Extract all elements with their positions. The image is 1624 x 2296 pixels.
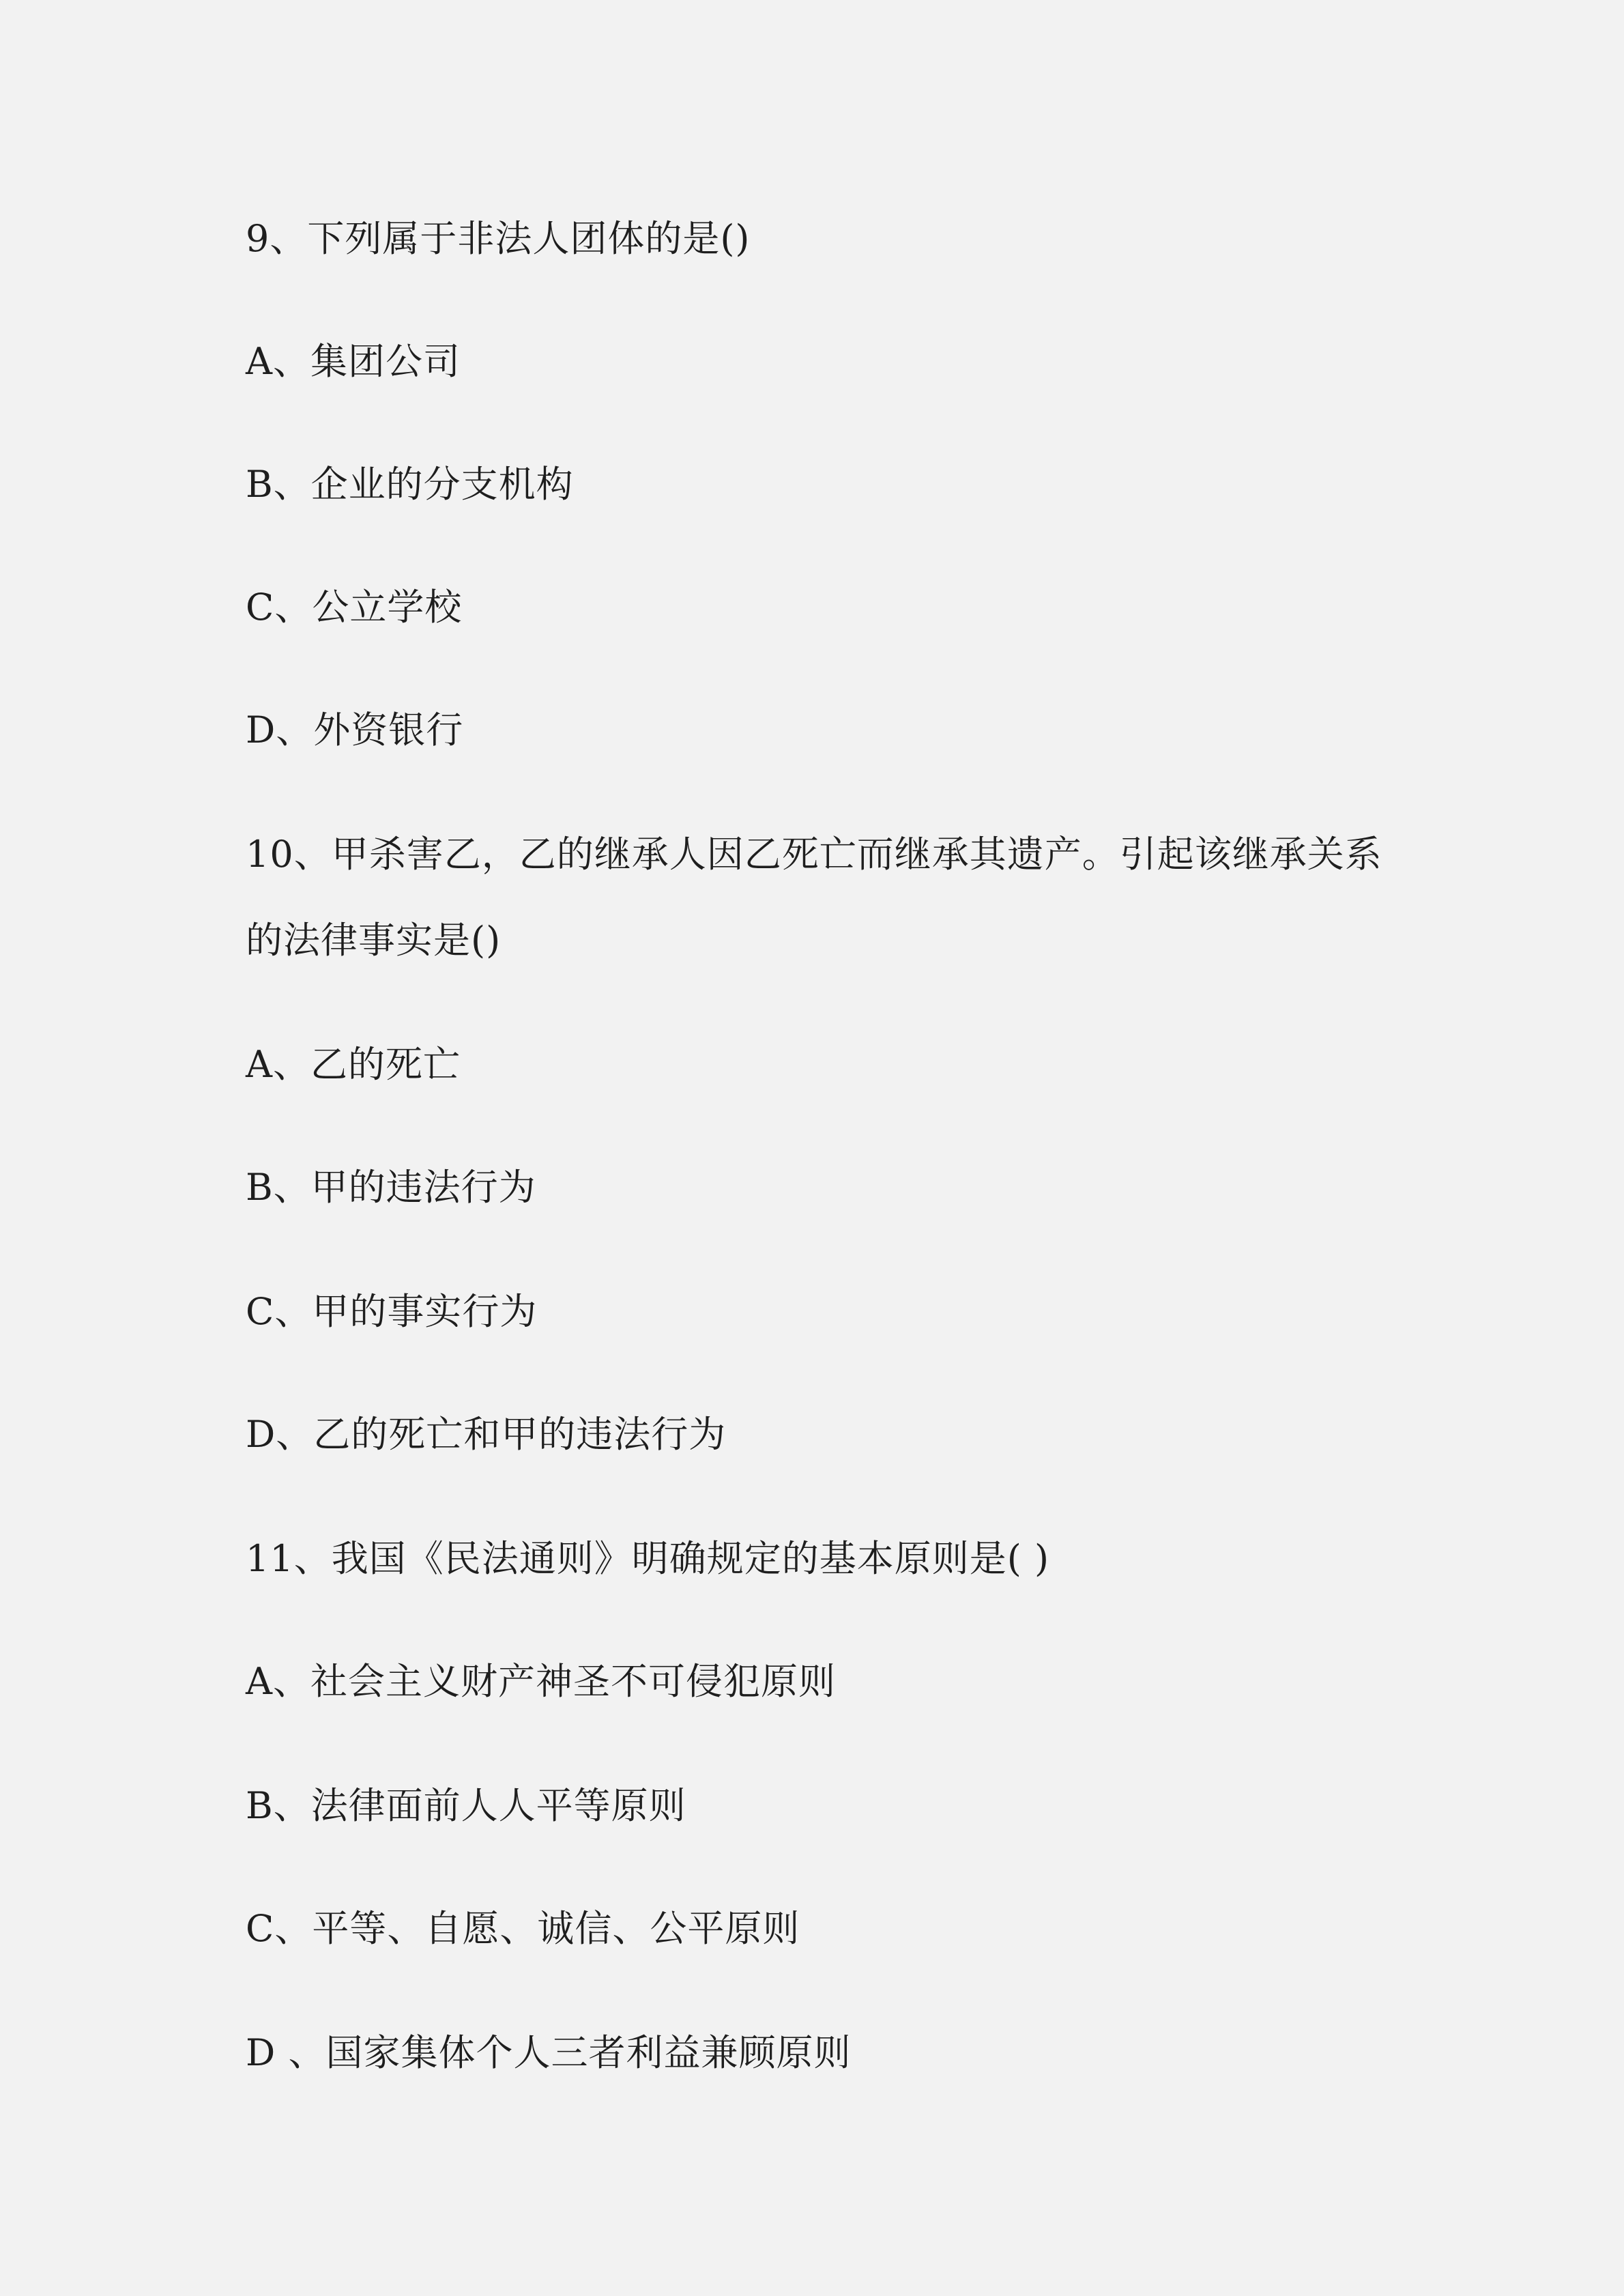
question-10-stem-line-2: 的法律事实是() xyxy=(246,919,502,962)
question-11-option-a: A、社会主义财产神圣不可侵犯原则 xyxy=(246,1660,836,1703)
question-10-option-c: C、甲的事实行为 xyxy=(246,1290,538,1333)
question-9-option-d: D、外资银行 xyxy=(246,708,464,751)
question-11-stem: 11、我国《民法通则》明确规定的基本原则是( ) xyxy=(246,1537,1050,1580)
question-9-option-a: A、集团公司 xyxy=(246,340,461,383)
question-10-stem-line-1: 10、甲杀害乙，乙的继承人因乙死亡而继承其遗产。引起该继承关系 xyxy=(246,833,1382,876)
question-9-stem: 9、下列属于非法人团体的是() xyxy=(246,217,751,260)
question-9-option-c: C、公立学校 xyxy=(246,586,463,629)
question-10-option-d: D、乙的死亡和甲的违法行为 xyxy=(246,1413,727,1456)
question-11-option-c: C、平等、自愿、诚信、公平原则 xyxy=(246,1907,800,1950)
question-10-option-b: B、甲的违法行为 xyxy=(246,1166,536,1209)
question-11-option-b: B、法律面前人人平等原则 xyxy=(246,1784,686,1827)
question-10-option-a: A、乙的死亡 xyxy=(246,1043,461,1086)
question-9-option-b: B、企业的分支机构 xyxy=(246,463,574,506)
question-11-option-d: D 、国家集体个人三者利益兼顾原则 xyxy=(246,2031,852,2074)
